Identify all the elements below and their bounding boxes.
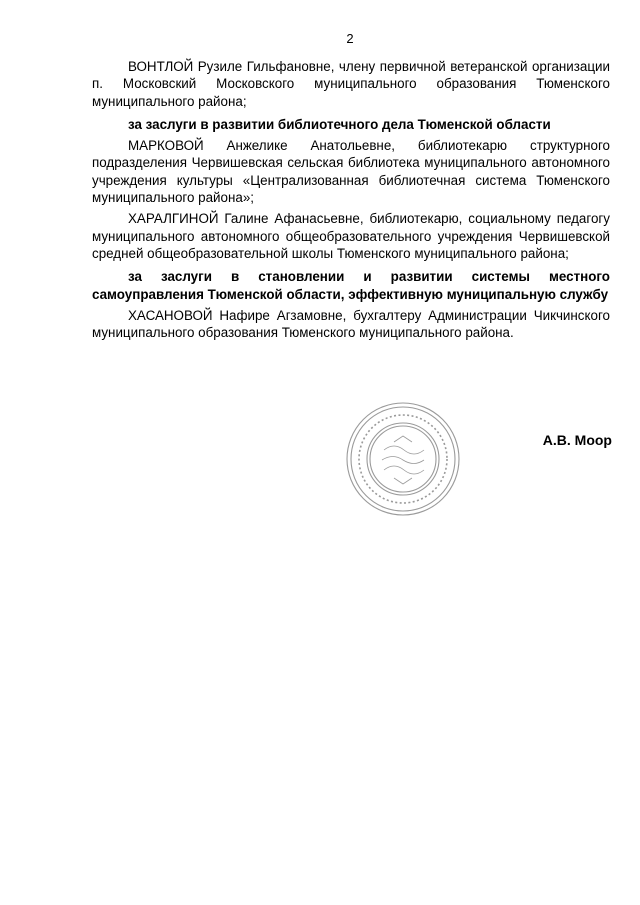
signature-block [344, 400, 612, 518]
page-number: 2 [346, 31, 354, 46]
signer-name: А.В. Моор [542, 432, 612, 448]
document-body [92, 58, 610, 341]
section-heading-self-government: за заслуги в становлении и развитии системы местного самоуправления Тюменской области, эффективную муниципальную службу [92, 269, 610, 302]
award-entry-vontloy: ВОНТЛОЙ Рузиле Гильфановне, члену первичной ветеранской организации п. Московский Московского муниципального образования Тюменского муниципального района; [92, 59, 610, 109]
section-heading-library: за заслуги в развитии библиотечного дела Тюменской области [128, 116, 551, 132]
official-seal-icon [344, 400, 462, 518]
award-entry-kharalgina: ХАРАЛГИНОЙ Галине Афанасьевне, библиотекарю, социальному педагогу муниципального автономного общеобразовательного учреждения Червишевской средней общеобразовательной школы Тюменского муниципального района; [92, 211, 610, 261]
award-entry-markova: МАРКОВОЙ Анжелике Анатольевне, библиотекарю структурного подразделения Червишевская сельская библиотека муниципального автономного учреждения культуры «Централизованная библиотечная система Тюменского муниципального района»; [92, 138, 610, 206]
award-entry-khasanova: ХАСАНОВОЙ Нафире Агзамовне, бухгалтеру Администрации Чикчинского муниципального образования Тюменского муниципального района. [92, 307, 610, 341]
